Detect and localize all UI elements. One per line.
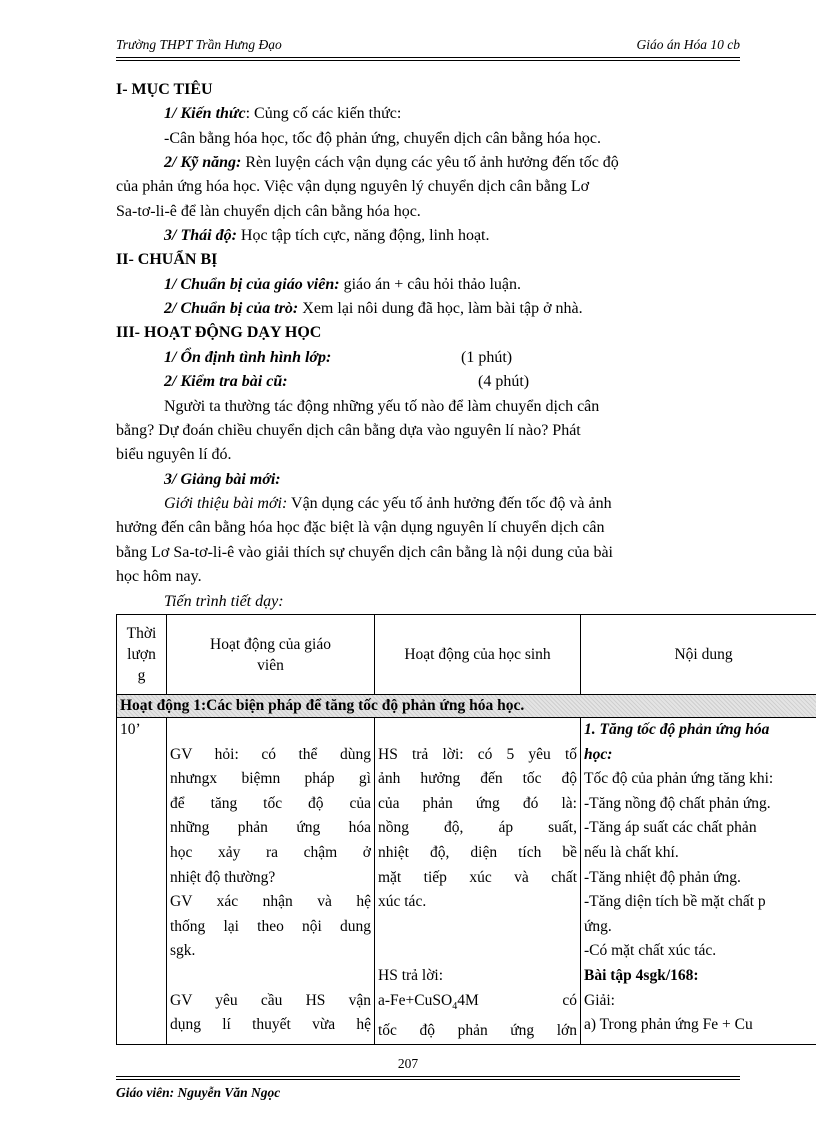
intro-line-1: Giới thiệu bài mới: Vận dụng các yếu tố ảnh hưởng đến tốc độ và ảnh [164, 495, 612, 512]
header-teacher-activity: Hoạt động của giáo viên [167, 615, 375, 695]
attitude-label: 3/ Thái độ: [164, 227, 237, 244]
teacher-prep-label: 1/ Chuẩn bị của giáo viên: [164, 276, 340, 293]
check-question-1: Người ta thường tác động những yếu tố nào để làm chuyển dịch cân [164, 398, 600, 415]
intro-line-2: hưởng đến cân bằng hóa học đặc biệt là vận dụng nguyên lí chuyển dịch cân [116, 519, 605, 536]
activity-body-row [117, 718, 816, 1045]
lesson-progress-table [116, 614, 816, 1045]
progress-label: Tiến trình tiết dạy: [164, 593, 284, 610]
activity-title: Hoạt động 1:Các biện pháp để tăng tốc độ phản ứng hóa học. [117, 695, 816, 718]
content-cell: 1. Tăng tốc độ phản ứng hóa học: Tốc độ của phản ứng tăng khi: -Tăng nồng độ chất phản ứng. -Tăng áp suất các chất phản nếu là chất khí. -Tăng nhiệt độ phản ứng. -Tăng diện tích bề mặt chất p ứng. -Có mặt chất xúc tác. Bài tập 4sgk/168: Giải: a) Trong phản ứng Fe + Cu [581, 718, 816, 1045]
check-label: 2/ Kiểm tra bài cũ: [164, 373, 288, 390]
attitude-line [164, 224, 490, 249]
section-activities-title: III- HOẠT ĐỘNG DẠY HỌC [116, 324, 322, 341]
section-preparation-title: II- CHUẨN BỊ [116, 251, 218, 268]
check-time: (4 phút) [478, 373, 530, 390]
header-student-activity: Hoạt động của học sinh [375, 615, 581, 695]
stabilize-time: (1 phút) [461, 349, 513, 366]
header-subject: Giáo án Hóa 10 cb [636, 37, 740, 52]
knowledge-text: : Củng cố các kiến thức: [245, 105, 402, 122]
table-header-row [117, 615, 816, 695]
skill-text-2: của phản ứng hóa học. Việc vận dụng nguyên lý chuyển dịch cân bằng Lơ [116, 178, 590, 195]
knowledge-label: 1/ Kiến thức [164, 105, 246, 122]
section-objectives-title: I- MỤC TIÊU [116, 81, 213, 98]
teacher-prep-line [164, 273, 521, 298]
footer-divider [116, 1079, 740, 1080]
header-time: Thời lượn g [117, 615, 167, 695]
student-prep-text: Xem lại nôi dung đã học, làm bài tập ở nhà. [298, 300, 583, 317]
student-prep-label: 2/ Chuẩn bị của trò: [164, 300, 299, 317]
teacher-activity-cell: GV hỏi: có thể dùng nhưngx biệmn pháp gì để tăng tốc độ của những phản ứng hóa học xảy ra chậm ở nhiệt độ thường? GV xác nhận và hệ thống lại theo nội dung sgk. GV yêu cầu HS vận dụng lí thuyết vừa hệ [167, 718, 375, 1045]
stabilize-label: 1/ Ổn định tình hình lớp: [164, 349, 332, 366]
student-reaction-line: a-Fe+CuSO$_4$4M có [378, 991, 577, 1012]
activity-title-row [117, 695, 816, 718]
footer-teacher: Giáo viên: Nguyễn Văn Ngọc [116, 1085, 281, 1100]
knowledge-item: -Cân bằng hóa học, tốc độ phản ứng, chuyển dịch cân bằng hóa học. [164, 130, 601, 147]
check-question-2: bằng? Dự đoán chiều chuyển dịch cân bằng dựa vào nguyên lí nào? Phát [116, 422, 581, 439]
check-question-3: biểu nguyên lí đó. [116, 446, 232, 463]
header-divider-thin [116, 60, 740, 61]
page-number: 207 [397, 1056, 419, 1071]
skill-text-3: Sa-tơ-li-ê để làn chuyển dịch cân bằng hóa học. [116, 203, 421, 220]
new-lesson-label: 3/ Giảng bài mới: [164, 471, 281, 488]
skill-label: 2/ Kỹ năng: [164, 154, 242, 171]
teacher-prep-text: giáo án + câu hỏi thảo luận. [339, 276, 521, 293]
intro-line-3: bằng Lơ Sa-tơ-li-ê vào giải thích sự chuyển dịch cân bằng là nội dung của bài [116, 544, 613, 561]
skill-line [164, 151, 619, 176]
footer-divider-thin [116, 1076, 740, 1077]
header-content: Nội dung [581, 615, 816, 695]
student-activity-cell: HS trả lời: có 5 yêu tố ảnh hưởng đến tốc độ của phản ứng đó là: nồng độ, áp suất, nhiệt độ, diện tích bề mặt tiếp xúc và chất xúc tác. HS trả lời: a-Fe+CuSO$_4$4M có tốc độ phản ứng lớn [375, 718, 581, 1045]
student-prep-line [164, 297, 583, 322]
header-divider [116, 57, 740, 58]
skill-text-1: Rèn luyện cách vận dụng các yêu tố ảnh hưởng đến tốc độ [241, 154, 619, 171]
activity-time: 10’ [117, 718, 167, 1045]
header-school: Trường THPT Trần Hưng Đạo [116, 37, 282, 52]
knowledge-line [164, 102, 401, 127]
intro-label: Giới thiệu bài mới: [164, 495, 288, 512]
intro-line-4: học hôm nay. [116, 568, 202, 585]
attitude-text: Học tập tích cực, năng động, linh hoạt. [236, 227, 490, 244]
